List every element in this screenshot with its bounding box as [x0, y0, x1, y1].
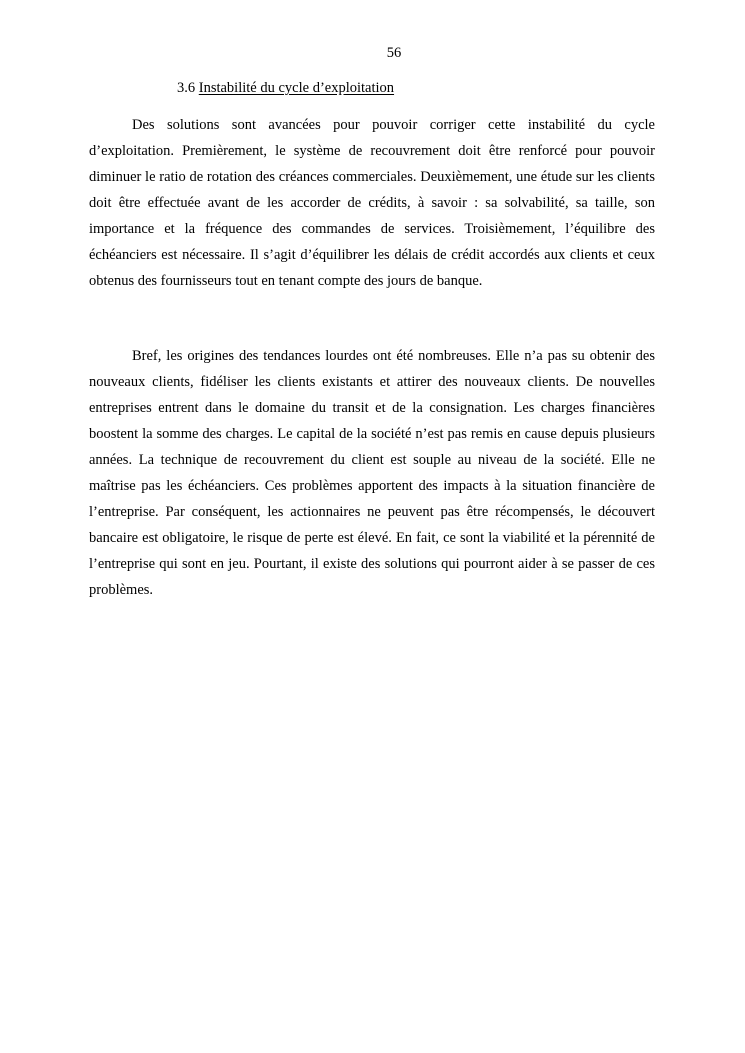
paragraph-summary: Bref, les origines des tendances lourdes ont été nombreuses. Elle n’a pas su obtenir des nouveaux clients, fidéliser les clients existants et attirer des nouveaux clients. De nouvelles entreprises entrent dans le domaine du transit et de la consignation. Les charges financières boostent la somme des charges. Le capital de la société n’est pas remis en cause depuis plusieurs années. La technique de recouvrement du client est souple au niveau de la société. Elle ne maîtrise pas les échéanciers. Ces problèmes apportent des impacts à la situation financière de l’entreprise. Par conséquent, les actionnaires ne peuvent pas être récompensés, le découvert bancaire est obligatoire, le risque de perte est élevé. En fait, ce sont la viabilité et la pérennité de l’entreprise qui sont en jeu. Pourtant, il existe des solutions qui pourront aider à se passer de ces problèmes.: [89, 348, 655, 598]
paragraph-solutions: Des solutions sont avancées pour pouvoir corriger cette instabilité du cycle d’exploitation. Premièrement, le système de recouvrement doit être renforcé pour pouvoir diminuer le ratio de rotation des créances commerciales. Deuxièmement, une étude sur les clients doit être effectuée avant de les accorder de crédits, à savoir : sa solvabilité, sa taille, son importance et la fréquence des commandes de services. Troisièmement, l’équilibre des échéanciers est nécessaire. Il s’agit d’équilibrer les délais de crédit accordés aux clients et ceux obtenus des fournisseurs tout en tenant compte des jours de banque.: [89, 117, 655, 289]
section-heading: [177, 79, 394, 97]
section-title: Instabilité du cycle d’exploitation: [198, 80, 395, 96]
section-number: 3.6: [177, 80, 196, 96]
page-number: 56: [386, 45, 402, 61]
